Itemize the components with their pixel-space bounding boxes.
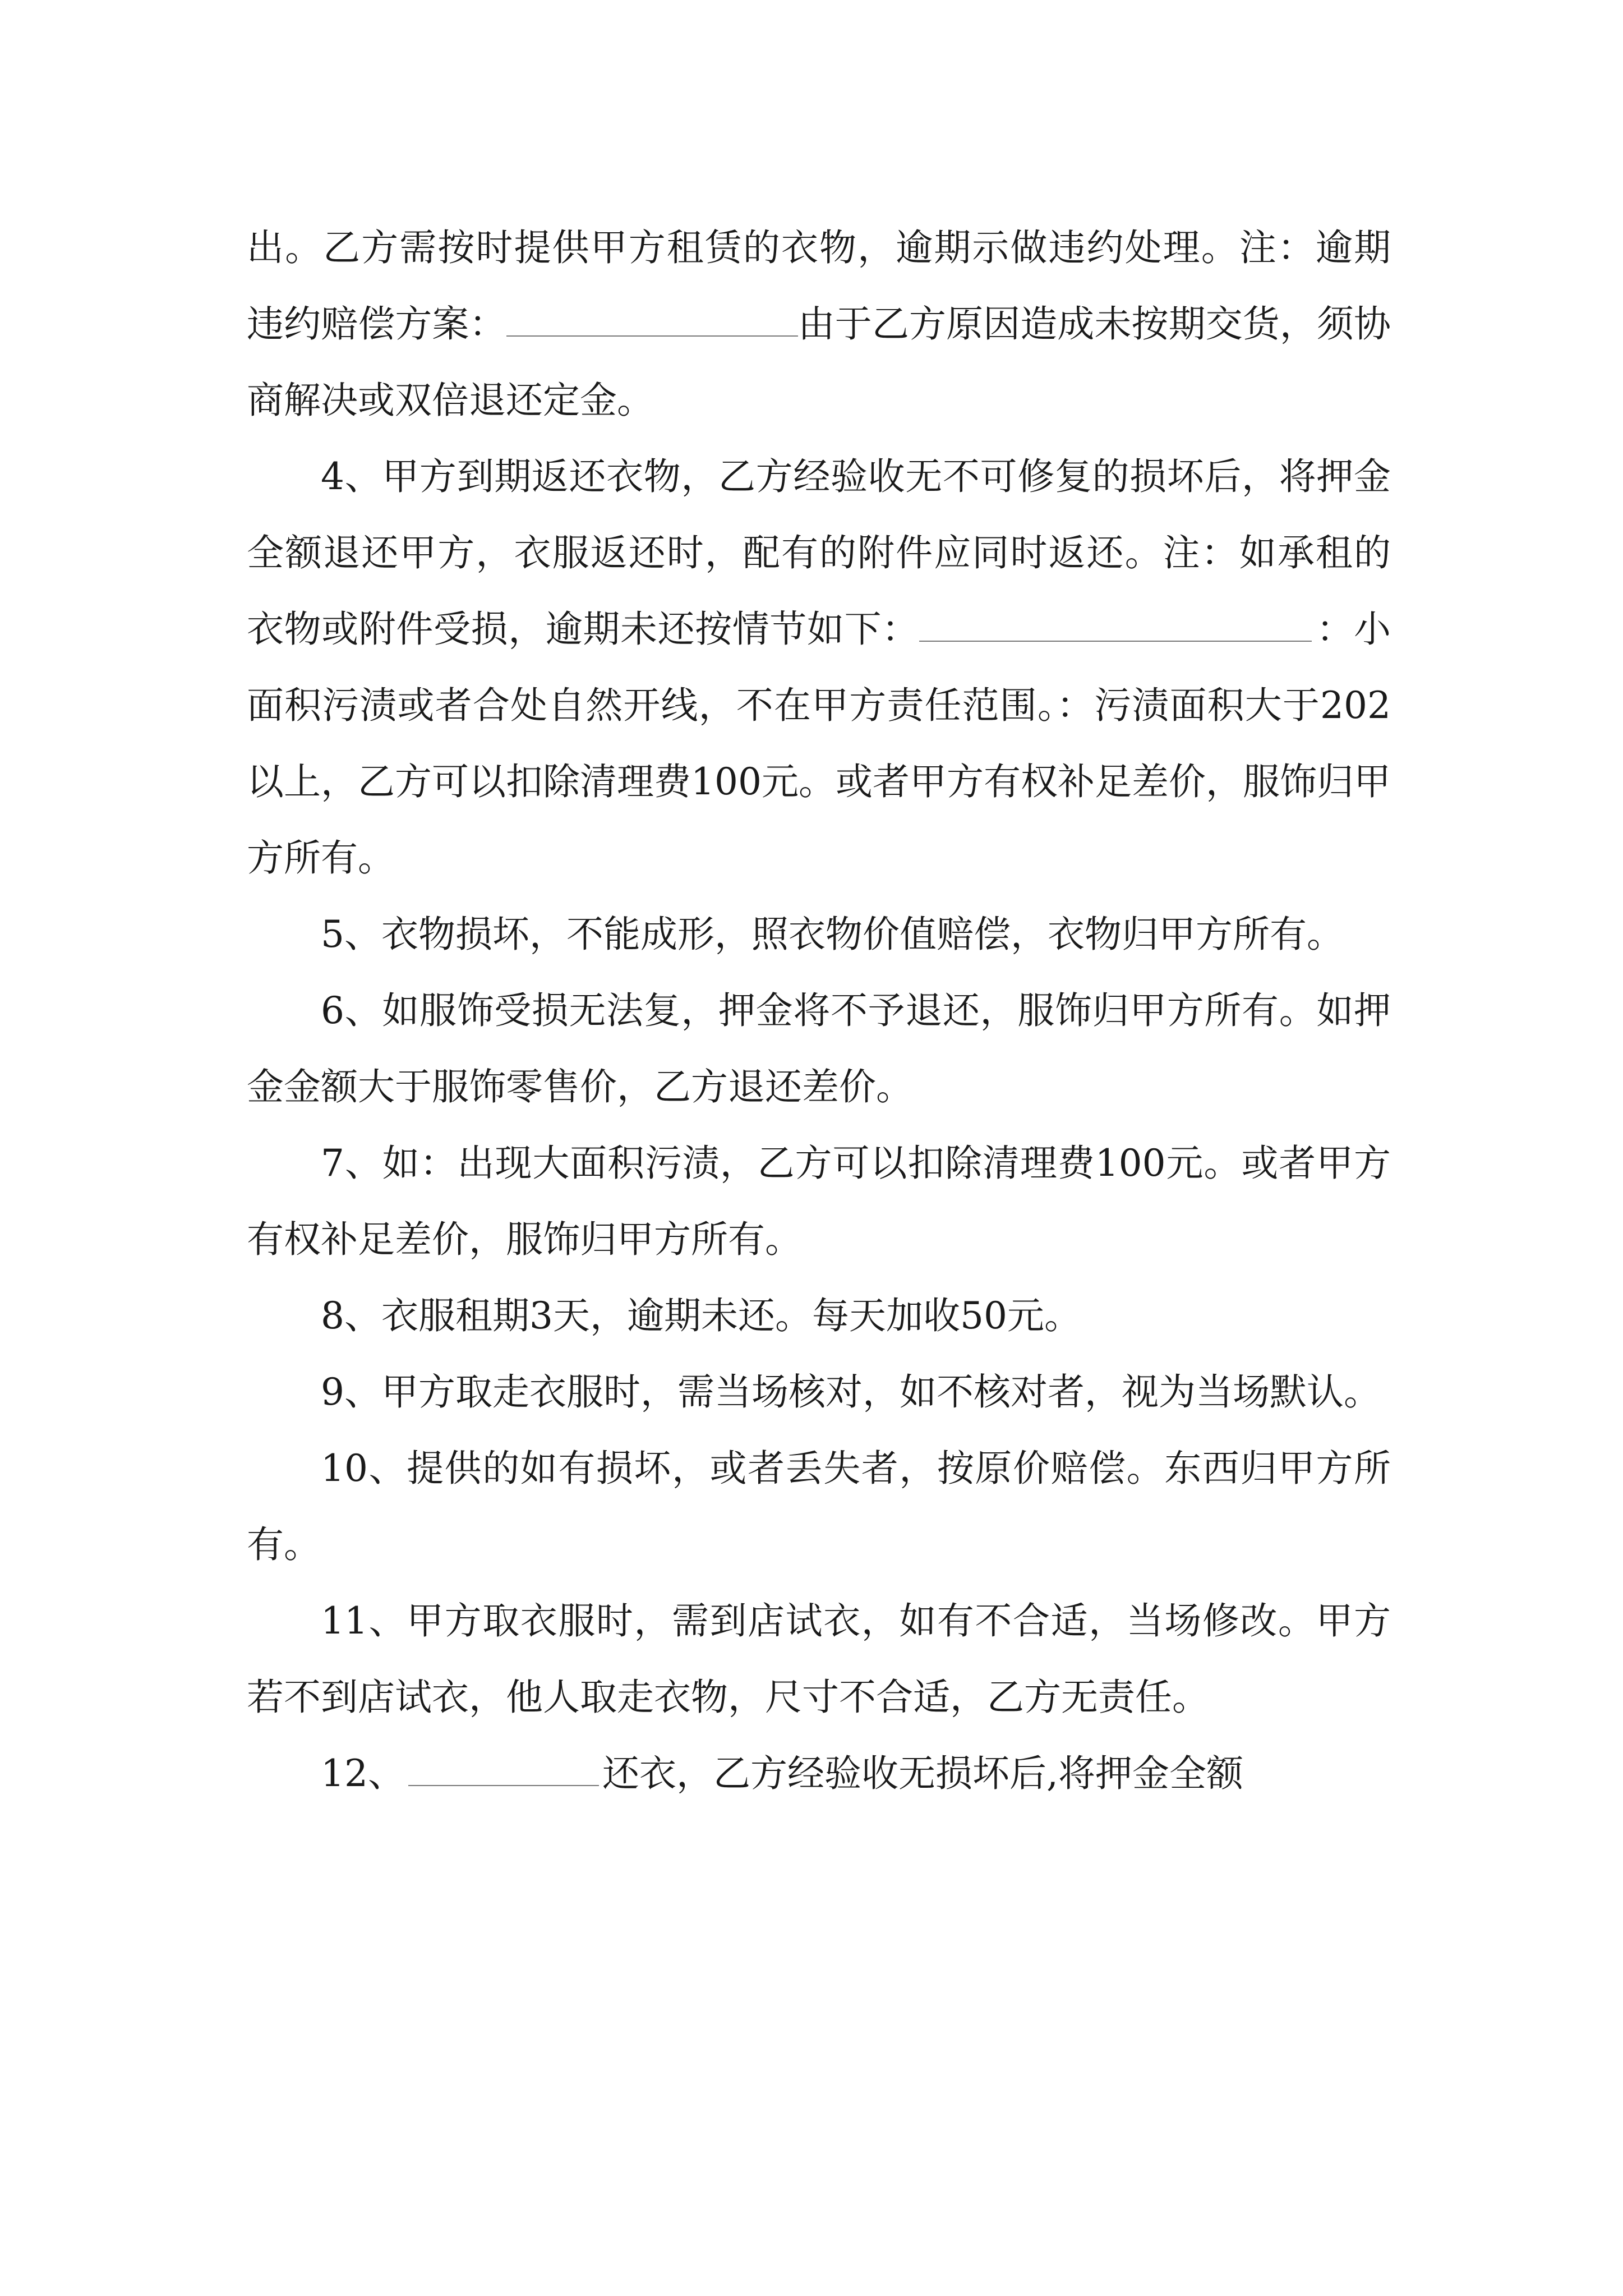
paragraph-item-12 (247, 1736, 1391, 1812)
paragraph-text: 10、提供的如有损坏，或者丢失者，按原价赔偿。东西归甲方所有。 (247, 1447, 1391, 1566)
paragraph-item-9 (247, 1354, 1391, 1430)
paragraph-text: 5、衣物损坏，不能成形，照衣物价值赔偿，衣物归甲方所有。 (321, 913, 1344, 956)
paragraph-text: 8、衣服租期3天，逾期未还。每天加收50元。 (321, 1294, 1081, 1337)
paragraph-text: 由于乙方原因造成未按期交货，须协商解决或双倍退还定金。 (247, 302, 1391, 422)
paragraph-item-6 (247, 973, 1391, 1125)
paragraph-item-10 (247, 1430, 1391, 1583)
paragraph-item-11 (247, 1583, 1391, 1736)
paragraph-text: 6、如服饰受损无法复，押金将不予退还，服饰归甲方所有。如押金金额大于服饰零售价，乙方退还差价。 (247, 989, 1391, 1108)
blank-line (506, 301, 798, 337)
paragraph-item-5 (247, 896, 1391, 973)
blank-line (919, 606, 1312, 642)
paragraph-text: ：小面积污渍或者合处自然开线，不在甲方责任范围。：污渍面积大于202以上，乙方可以扣除清理费100元。或者甲方有权补足差价，服饰归甲方所有。 (247, 608, 1391, 880)
paragraph-item-4 (247, 439, 1391, 896)
paragraph-text: 出。乙方需按时提供甲方租赁的衣物，逾期示做违约处理。注：逾期违约赔偿方案： (247, 226, 1391, 346)
paragraph-text: 12、 (321, 1752, 405, 1795)
paragraph-continued (247, 210, 1391, 439)
paragraph-text: 9、甲方取走衣服时，需当场核对，如不核对者，视为当场默认。 (321, 1370, 1381, 1414)
blank-line (408, 1750, 599, 1786)
paragraph-item-7 (247, 1125, 1391, 1278)
paragraph-item-8 (247, 1278, 1391, 1354)
paragraph-text: 还衣，乙方经验收无损坏后,将押金全额 (602, 1752, 1243, 1795)
paragraph-text: 4、甲方到期返还衣物，乙方经验收无不可修复的损坏后，将押金全额退还甲方，衣服返还时，配有的附件应同时返还。注：如承租的衣物或附件受损，逾期未还按情节如下： (247, 455, 1391, 651)
paragraph-text: 7、如：出现大面积污渍，乙方可以扣除清理费100元。或者甲方有权补足差价，服饰归甲方所有。 (247, 1142, 1391, 1261)
paragraph-text: 11、甲方取衣服时，需到店试衣，如有不合适，当场修改。甲方若不到店试衣，他人取走衣物，尺寸不合适，乙方无责任。 (247, 1599, 1391, 1719)
document-body (247, 210, 1391, 1812)
